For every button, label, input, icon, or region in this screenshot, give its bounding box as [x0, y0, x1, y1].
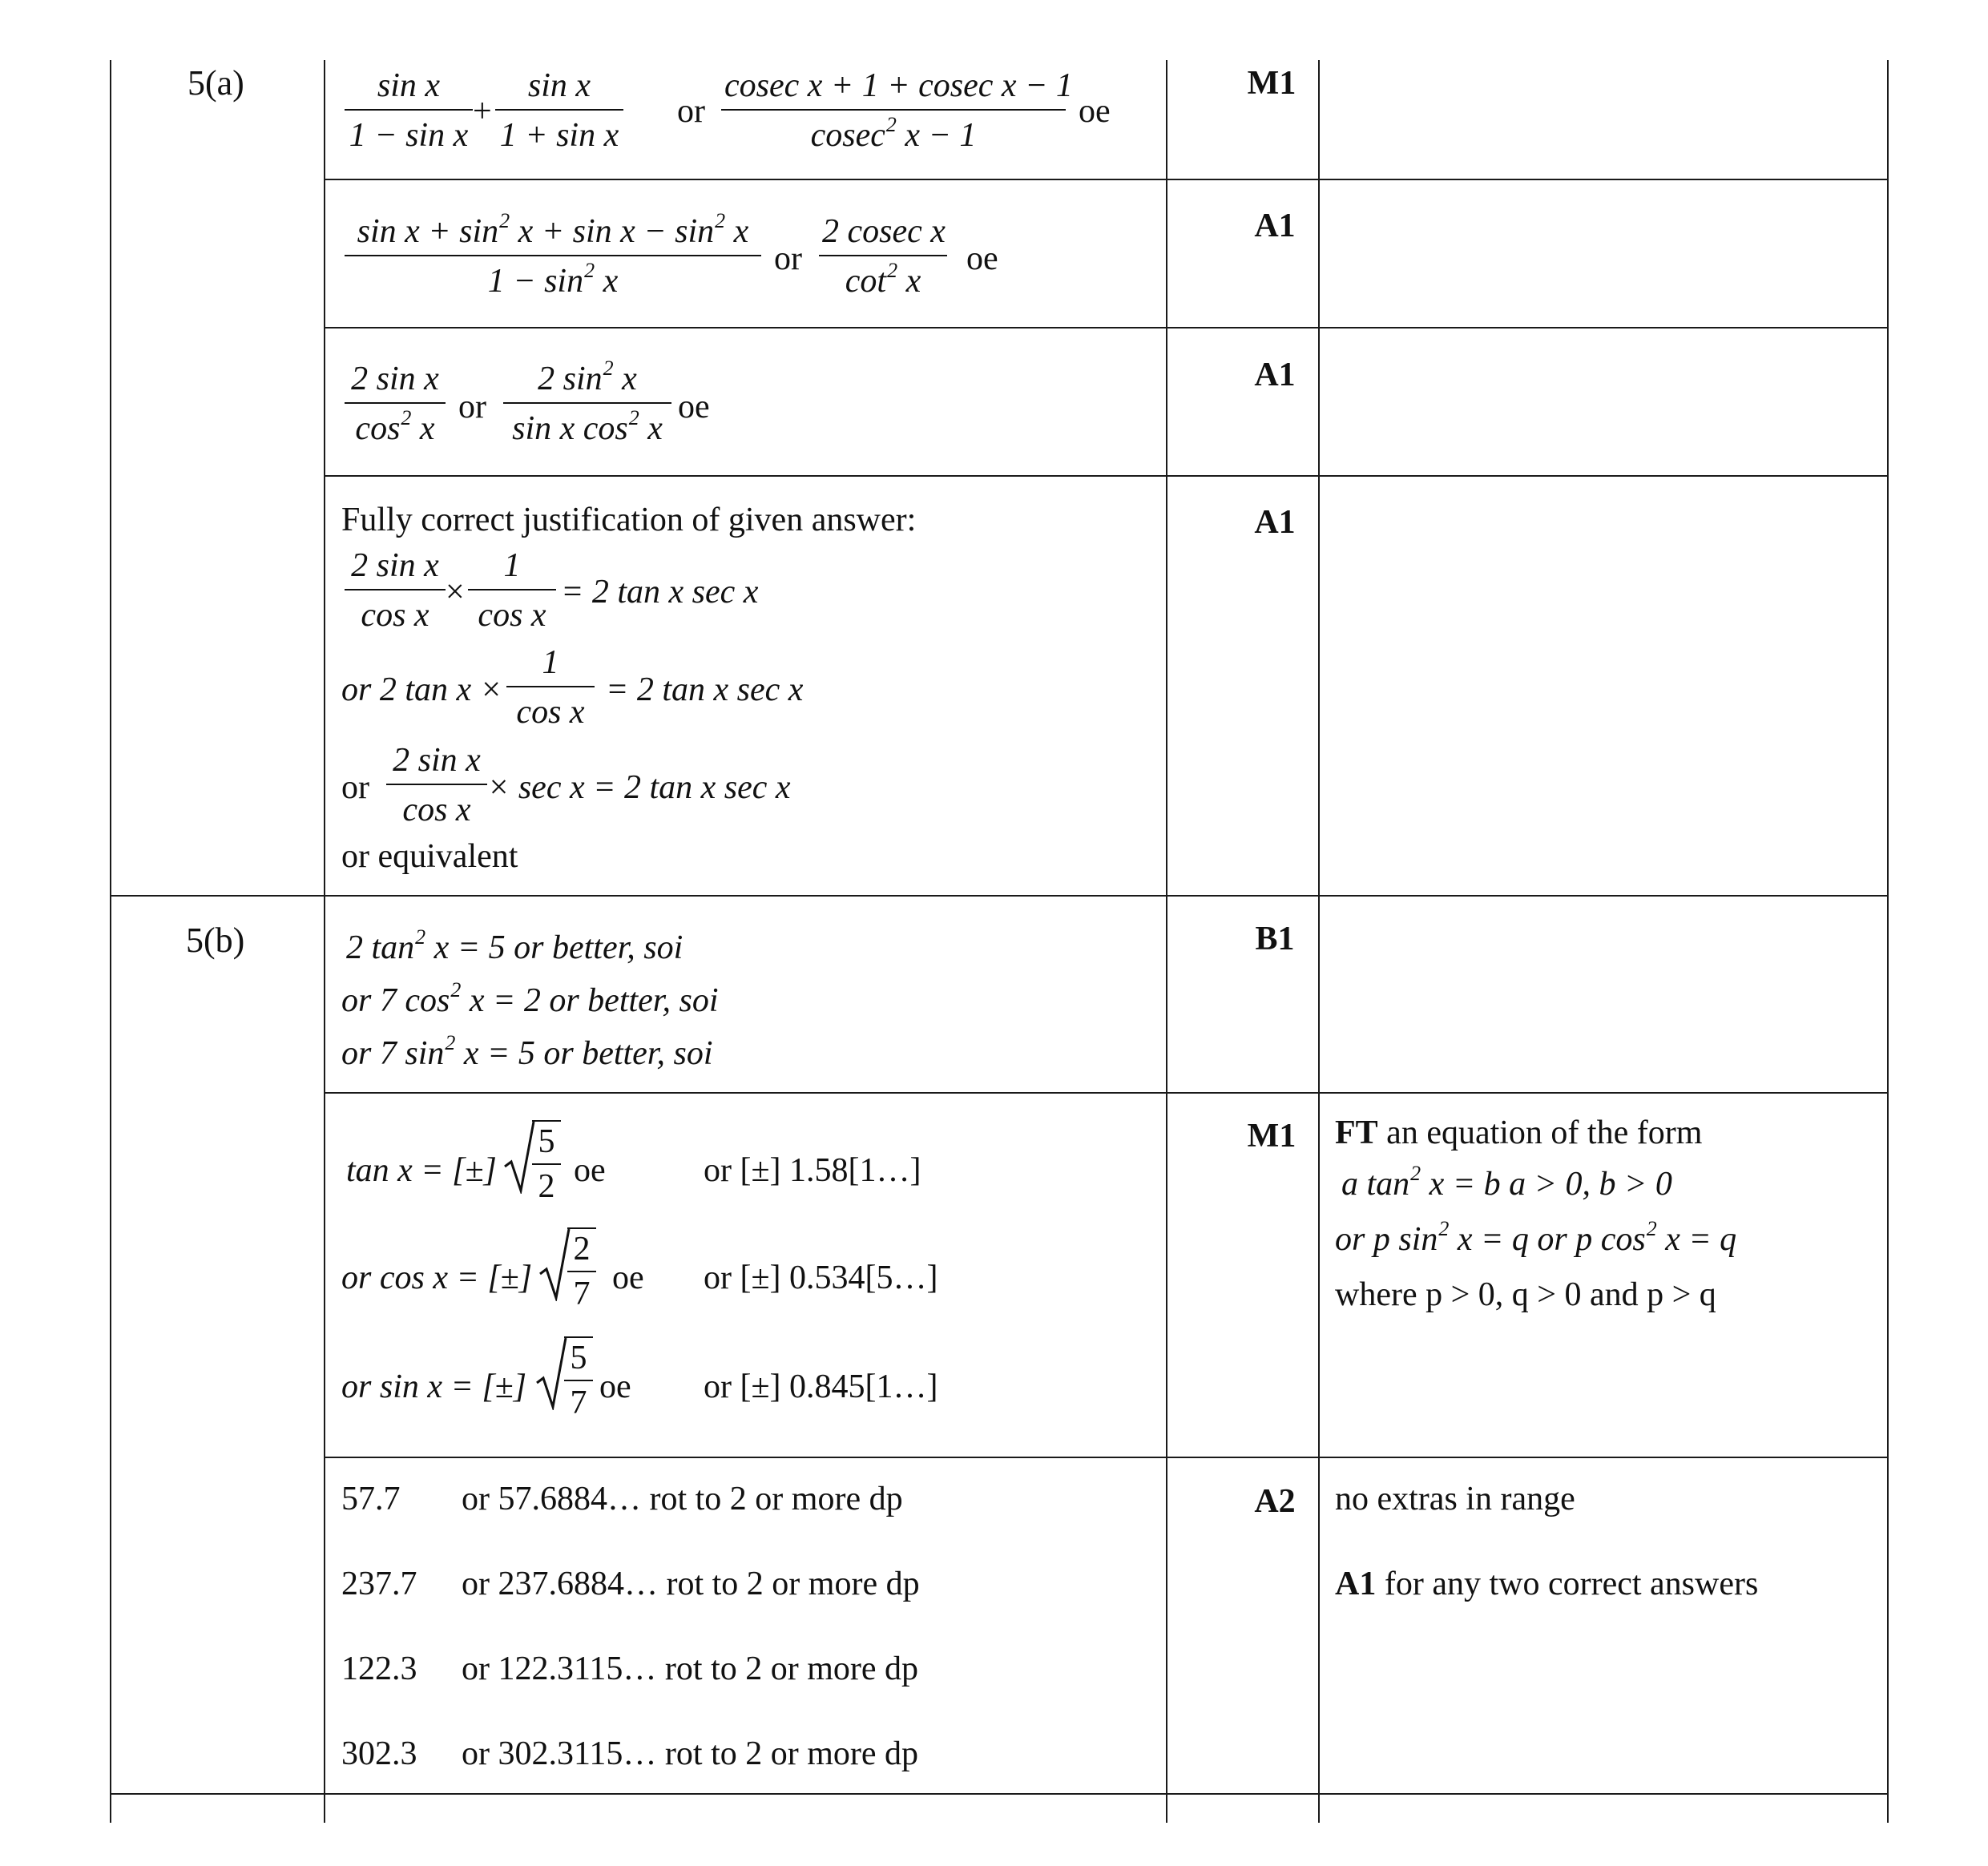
- guidance-line: no extras in range: [1335, 1481, 1575, 1517]
- guidance-line: a $\tan^2 x = b$ a > 0, b > 0: [1341, 1162, 1672, 1203]
- guidance-line: where p > 0, q > 0 and p > q: [1335, 1276, 1716, 1313]
- equation-line: or 7 $\cos^2 x = 2$ or better, soi: [341, 978, 719, 1019]
- answer-note: or 57.6884… rot to 2 or more dp: [462, 1481, 903, 1517]
- equation-result: = 2 tan x sec x: [561, 574, 759, 611]
- or-text: or: [677, 93, 705, 130]
- or-equivalent: or equivalent: [341, 838, 518, 875]
- answer-note: or 237.6884… rot to 2 or more dp: [462, 1566, 920, 1602]
- mark-a2: A2: [1254, 1483, 1296, 1520]
- equation-line: or 7 $\sin^2 x = 5$ or better, soi: [341, 1031, 713, 1072]
- mark-a1: A1: [1254, 357, 1296, 393]
- sqrt-sign: [503, 1120, 535, 1194]
- or-text: or: [341, 769, 369, 806]
- fraction: $\frac{\sin x + \sin^2 x + \sin x - \sin^2 x}{1 - \sin^2 x}$: [345, 215, 761, 298]
- decimal-value: or [±] 0.845[1…]: [704, 1368, 938, 1405]
- fraction: $\frac{\text{cosec x + 1 + cosec x − 1}}{cosec^2 x - 1}$: [721, 69, 1066, 152]
- row-line: [324, 179, 1889, 180]
- fraction: $\frac{2}{7}$: [567, 1227, 596, 1311]
- fraction: $\frac{2 \sin^2 x}{\sin x \cos^2 x}$: [503, 362, 671, 445]
- question-number-5a: 5(a): [188, 63, 244, 103]
- oe-text: oe: [599, 1368, 631, 1405]
- answer-value: 57.7: [341, 1481, 401, 1517]
- guidance-line: or p $\sin^2 x = q$ or p $\cos^2 x = q$: [1335, 1217, 1737, 1258]
- fraction: $\frac{\text{2 sin x}}{\cos^2 x}$: [345, 362, 446, 445]
- justification-heading: Fully correct justification of given answer:: [341, 502, 917, 538]
- answer-value: 237.7: [341, 1566, 417, 1602]
- guidance-text: [1335, 1107, 1736, 1320]
- answer-value: 122.3: [341, 1650, 417, 1687]
- row-line: [324, 327, 1889, 328]
- mark-b1: B1: [1255, 921, 1295, 957]
- equation-result: × sec x = 2 tan x sec x: [487, 769, 791, 806]
- fraction: $\frac{5}{7}$: [564, 1336, 593, 1420]
- row-line: [110, 1793, 1889, 1795]
- row-line: [324, 1457, 1889, 1458]
- mark-m1: M1: [1247, 65, 1296, 102]
- sqrt-sign: [535, 1336, 567, 1410]
- equation-prefix: tan x = [±]: [346, 1152, 497, 1189]
- decimal-value: or [±] 1.58[1…]: [704, 1152, 921, 1189]
- fraction: $\frac{\text{2 sin x}}{\text{cos x}}$: [345, 549, 446, 632]
- plus-sign: +: [473, 93, 492, 130]
- fraction: $\frac{\text{2 cosec x}}{\cot^2 x}$: [819, 215, 947, 298]
- fraction: $\frac{\text{sin x}}{\text{1 − sin x}}$: [345, 69, 473, 152]
- equation-prefix: or 2 tan x ×: [341, 671, 502, 708]
- fraction: $\frac{\text{sin x}}{\text{1 + sin x}}$: [495, 69, 623, 152]
- col-line-marks: [1166, 60, 1167, 1823]
- answer-note: or 302.3115… rot to 2 or more dp: [462, 1735, 919, 1772]
- answer-note: or 122.3115… rot to 2 or more dp: [462, 1650, 919, 1687]
- decimal-value: or [±] 0.534[5…]: [704, 1259, 938, 1296]
- fraction: $\frac{\text{2 sin x}}{\text{cos x}}$: [386, 744, 487, 827]
- question-number-5b: 5(b): [186, 921, 245, 960]
- col-line-left: [110, 60, 111, 1823]
- equation-prefix: or sin x = [±]: [341, 1368, 527, 1405]
- col-line-answer: [324, 60, 325, 1823]
- row-line: [324, 1092, 1889, 1094]
- fraction: $\frac{1}{\text{cos x}}$: [506, 646, 595, 729]
- or-text: or: [458, 389, 486, 425]
- oe-text: oe: [678, 389, 710, 425]
- equation-prefix: or cos x = [±]: [341, 1259, 533, 1296]
- answer-value: 302.3: [341, 1735, 417, 1772]
- sqrt-sign: [538, 1227, 571, 1301]
- fraction: $\frac{5}{2}$: [532, 1120, 561, 1203]
- guidance-line: A1 for any two correct answers: [1335, 1566, 1759, 1602]
- col-line-right: [1887, 60, 1889, 1823]
- mark-m1: M1: [1247, 1118, 1296, 1155]
- oe-text: oe: [1079, 93, 1111, 130]
- oe-text: oe: [966, 240, 998, 277]
- times-sign: ×: [446, 574, 465, 611]
- oe-text: oe: [574, 1152, 606, 1189]
- equation-result: = 2 tan x sec x: [606, 671, 804, 708]
- mark-a1: A1: [1254, 208, 1296, 244]
- row-line: [324, 475, 1889, 477]
- fraction: $\frac{1}{\text{cos x}}$: [468, 549, 556, 632]
- oe-text: oe: [612, 1259, 644, 1296]
- mark-a1: A1: [1254, 504, 1296, 541]
- row-line: [110, 895, 1889, 897]
- guidance-line: FT an equation of the form: [1335, 1114, 1703, 1151]
- or-text: or: [774, 240, 802, 277]
- equation-line: 2 $\tan^2 x = 5$ or better, soi: [346, 925, 684, 966]
